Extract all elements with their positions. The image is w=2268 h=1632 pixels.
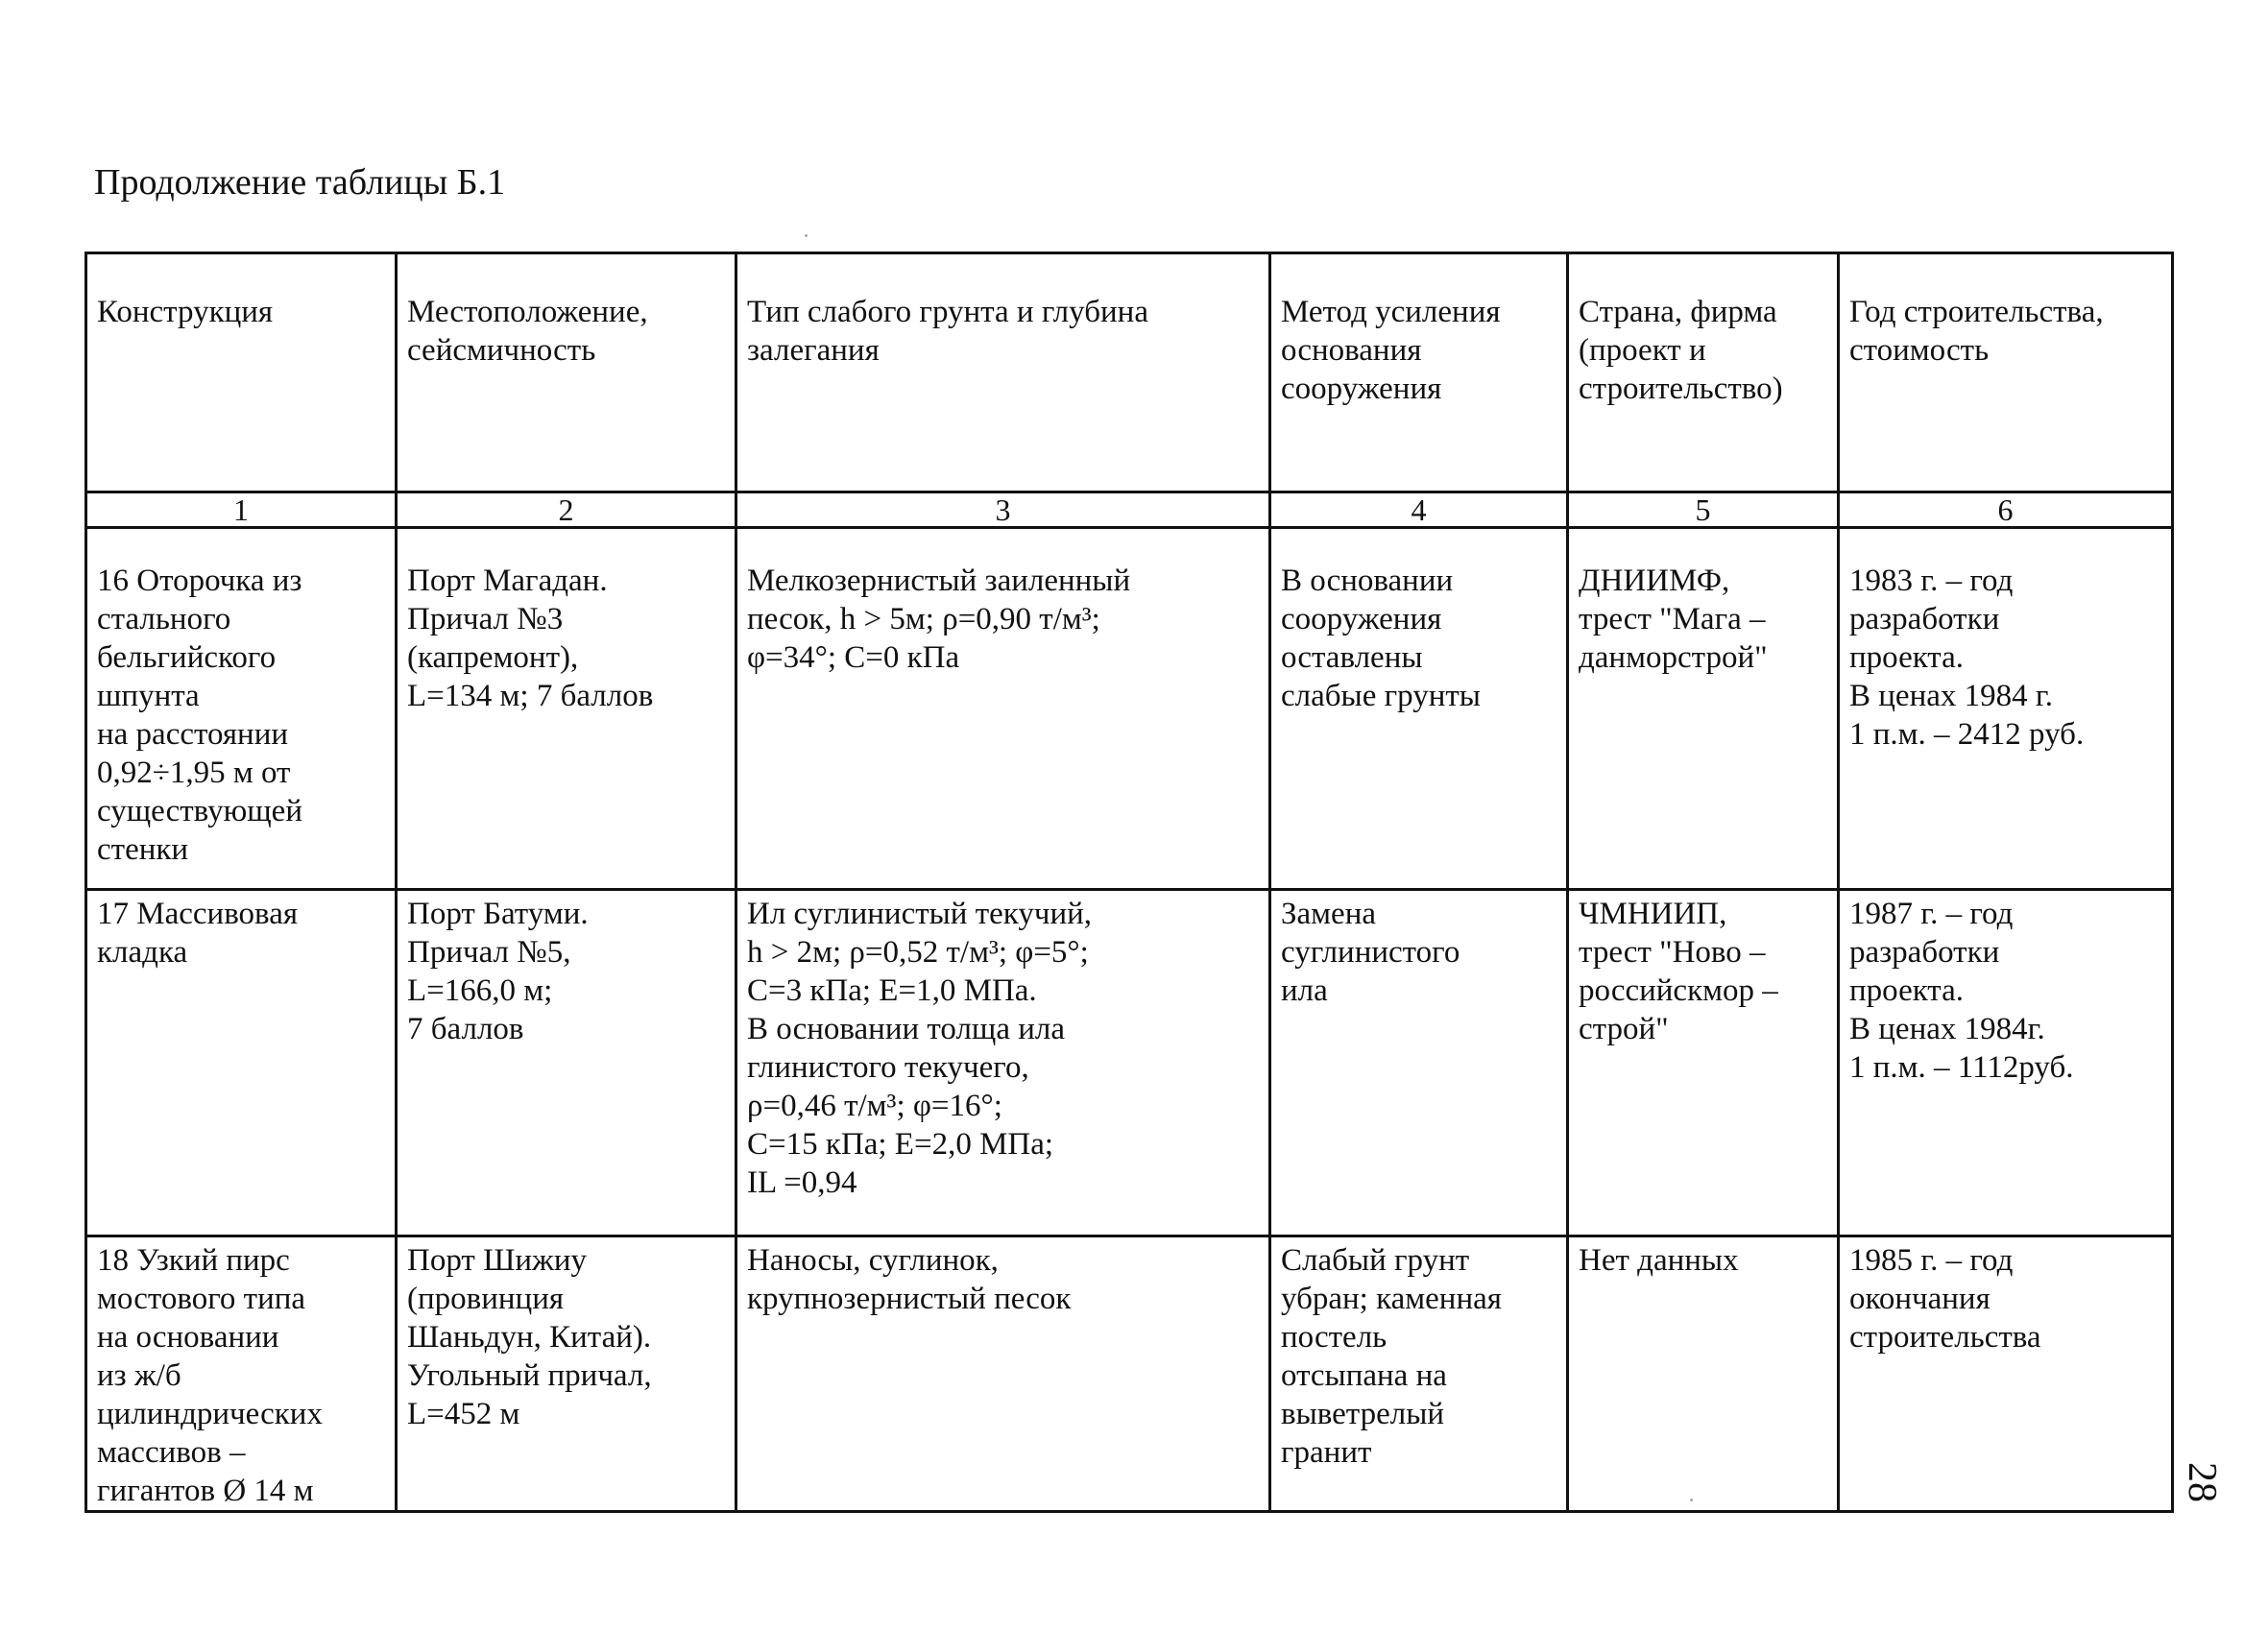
cell-line: C=15 кПа; E=2,0 МПа; — [747, 1127, 1054, 1162]
cell-line: шпунта — [97, 679, 200, 713]
column-number-cell: 2 — [397, 492, 736, 528]
table-cell — [86, 890, 397, 1236]
cell-line: Слабый грунт — [1281, 1243, 1470, 1278]
table-cell — [1839, 890, 2173, 1236]
column-number-cell: 4 — [1270, 492, 1568, 528]
cell-line: стального — [97, 602, 231, 636]
cell-line: сооружения — [1281, 372, 1442, 406]
scan-speck — [1690, 1499, 1693, 1501]
cell-line: Замена — [1281, 897, 1377, 931]
cell-line: ЧМНИИП, — [1579, 897, 1727, 931]
cell-line: песок, h > 5м; ρ=0,90 т/м³; — [747, 602, 1100, 636]
cell-line: на основании — [97, 1320, 279, 1355]
cell-line: постель — [1281, 1320, 1387, 1355]
cell-line: 17 Массивовая — [97, 897, 299, 931]
table-row — [86, 1236, 2173, 1512]
cell-line: (провинция — [407, 1282, 565, 1316]
cell-line: из ж/б — [97, 1358, 181, 1393]
table-caption: Продолжение таблицы Б.1 — [94, 162, 506, 203]
cell-line: ρ=0,46 т/м³; φ=16°; — [747, 1089, 1002, 1123]
cell-line: В основании — [1281, 564, 1454, 598]
cell-line: на расстоянии — [97, 717, 289, 752]
cell-line: крупнозернистый песок — [747, 1282, 1072, 1316]
cell-line: Наносы, суглинок, — [747, 1243, 999, 1278]
table-cell — [736, 890, 1270, 1236]
table-row — [86, 528, 2173, 890]
cell-line: Нет данных — [1579, 1243, 1739, 1278]
cell-line: сооружения — [1281, 602, 1442, 636]
table-cell — [1839, 528, 2173, 890]
cell-line: 16 Оторочка из — [97, 564, 302, 598]
header-cell — [397, 253, 736, 492]
cell-line: строительства — [1849, 1320, 2041, 1355]
cell-line: ДНИИМФ, — [1579, 564, 1730, 598]
cell-line: (капремонт), — [407, 640, 579, 675]
cell-line: разработки — [1849, 602, 2000, 636]
table-header-row — [86, 253, 2173, 492]
column-number-cell: 6 — [1839, 492, 2173, 528]
scan-speck — [805, 234, 808, 237]
cell-line: гигантов Ø 14 м — [97, 1474, 314, 1508]
cell-line: бельгийского — [97, 640, 277, 675]
header-cell — [1568, 253, 1839, 492]
header-cell — [736, 253, 1270, 492]
cell-line: существующей — [97, 794, 302, 828]
header-cell — [1839, 253, 2173, 492]
cell-line: глинистого текучего, — [747, 1050, 1029, 1085]
data-table — [84, 252, 2174, 1513]
header-cell — [86, 253, 397, 492]
cell-line: данморстрой" — [1579, 640, 1768, 675]
table-cell — [86, 1236, 397, 1512]
table-cell — [1270, 528, 1568, 890]
cell-line: 1983 г. – год — [1849, 564, 2014, 598]
cell-line: сейсмичность — [407, 333, 596, 368]
cell-line: ила — [1281, 973, 1328, 1008]
cell-line: трест "Ново – — [1579, 935, 1766, 970]
column-number-cell: 5 — [1568, 492, 1839, 528]
cell-line: цилиндрических — [97, 1397, 323, 1431]
cell-line: строй" — [1579, 1012, 1669, 1046]
cell-line: 7 баллов — [407, 1012, 524, 1046]
cell-line: 1 п.м. – 2412 руб. — [1849, 717, 2085, 752]
table-cell — [1270, 890, 1568, 1236]
table-cell — [1839, 1236, 2173, 1512]
cell-line: (проект и — [1579, 333, 1706, 368]
cell-line: L=134 м; 7 баллов — [407, 679, 654, 713]
cell-line: суглинистого — [1281, 935, 1460, 970]
cell-line: Местоположение, — [407, 295, 648, 329]
table-cell — [397, 1236, 736, 1512]
table-cell — [86, 528, 397, 890]
table-cell — [736, 1236, 1270, 1512]
cell-line: 1 п.м. – 1112руб. — [1849, 1050, 2074, 1085]
cell-line: слабые грунты — [1281, 679, 1481, 713]
table-cell — [1568, 1236, 1839, 1512]
cell-line: Страна, фирма — [1579, 295, 1777, 329]
column-number-cell: 3 — [736, 492, 1270, 528]
table-cell — [397, 528, 736, 890]
cell-line: В ценах 1984г. — [1849, 1012, 2045, 1046]
cell-line: В ценах 1984 г. — [1849, 679, 2053, 713]
column-number-row — [86, 492, 2173, 528]
cell-line: L=452 м — [407, 1397, 520, 1431]
table-cell — [1270, 1236, 1568, 1512]
table-row — [86, 890, 2173, 1236]
cell-line: кладка — [97, 935, 188, 970]
table-cell — [1568, 528, 1839, 890]
cell-line: строительство) — [1579, 372, 1783, 406]
cell-line: 1985 г. – год — [1849, 1243, 2014, 1278]
cell-line: 0,92÷1,95 м от — [97, 756, 291, 790]
cell-line: Год строительства, — [1849, 295, 2104, 329]
cell-line: российскмор – — [1579, 973, 1778, 1008]
cell-line: h > 2м; ρ=0,52 т/м³; φ=5°; — [747, 935, 1089, 970]
cell-line: Метод усиления — [1281, 295, 1501, 329]
cell-line: Тип слабого грунта и глубина — [747, 295, 1148, 329]
cell-line: φ=34°; C=0 кПа — [747, 640, 960, 675]
header-cell — [1270, 253, 1568, 492]
cell-line: Порт Магадан. — [407, 564, 608, 598]
cell-line: C=3 кПа; E=1,0 МПа. — [747, 973, 1037, 1008]
cell-line: Ил суглинистый текучий, — [747, 897, 1093, 931]
cell-line: гранит — [1281, 1435, 1372, 1470]
cell-line: массивов – — [97, 1435, 246, 1470]
cell-line: окончания — [1849, 1282, 1991, 1316]
cell-line: IL =0,94 — [747, 1165, 857, 1200]
cell-line: трест "Мага – — [1579, 602, 1766, 636]
cell-line: Угольный причал, — [407, 1358, 652, 1393]
cell-line: 18 Узкий пирс — [97, 1243, 290, 1278]
cell-line: проекта. — [1849, 973, 1965, 1008]
cell-line: выветрелый — [1281, 1397, 1445, 1431]
table-cell — [397, 890, 736, 1236]
cell-line: Мелкозернистый заиленный — [747, 564, 1131, 598]
cell-line: разработки — [1849, 935, 2000, 970]
cell-line: Порт Батуми. — [407, 897, 589, 931]
cell-line: Причал №3 — [407, 602, 564, 636]
page-number: 28 — [2180, 1462, 2224, 1502]
cell-line: залегания — [747, 333, 880, 368]
column-number-cell: 1 — [86, 492, 397, 528]
cell-line: В основании толща ила — [747, 1012, 1066, 1046]
cell-line: отсыпана на — [1281, 1358, 1447, 1393]
cell-line: Конструкция — [97, 295, 274, 329]
cell-line: Порт Шижиу — [407, 1243, 587, 1278]
table-cell — [736, 528, 1270, 890]
cell-line: убран; каменная — [1281, 1282, 1502, 1316]
cell-line: основания — [1281, 333, 1422, 368]
cell-line: Шаньдун, Китай). — [407, 1320, 652, 1355]
cell-line: Причал №5, — [407, 935, 571, 970]
cell-line: мостового типа — [97, 1282, 306, 1316]
cell-line: проекта. — [1849, 640, 1965, 675]
cell-line: стенки — [97, 832, 189, 867]
cell-line: оставлены — [1281, 640, 1423, 675]
table-cell — [1568, 890, 1839, 1236]
cell-line: 1987 г. – год — [1849, 897, 2014, 931]
cell-line: L=166,0 м; — [407, 973, 553, 1008]
cell-line: стоимость — [1849, 333, 1990, 368]
